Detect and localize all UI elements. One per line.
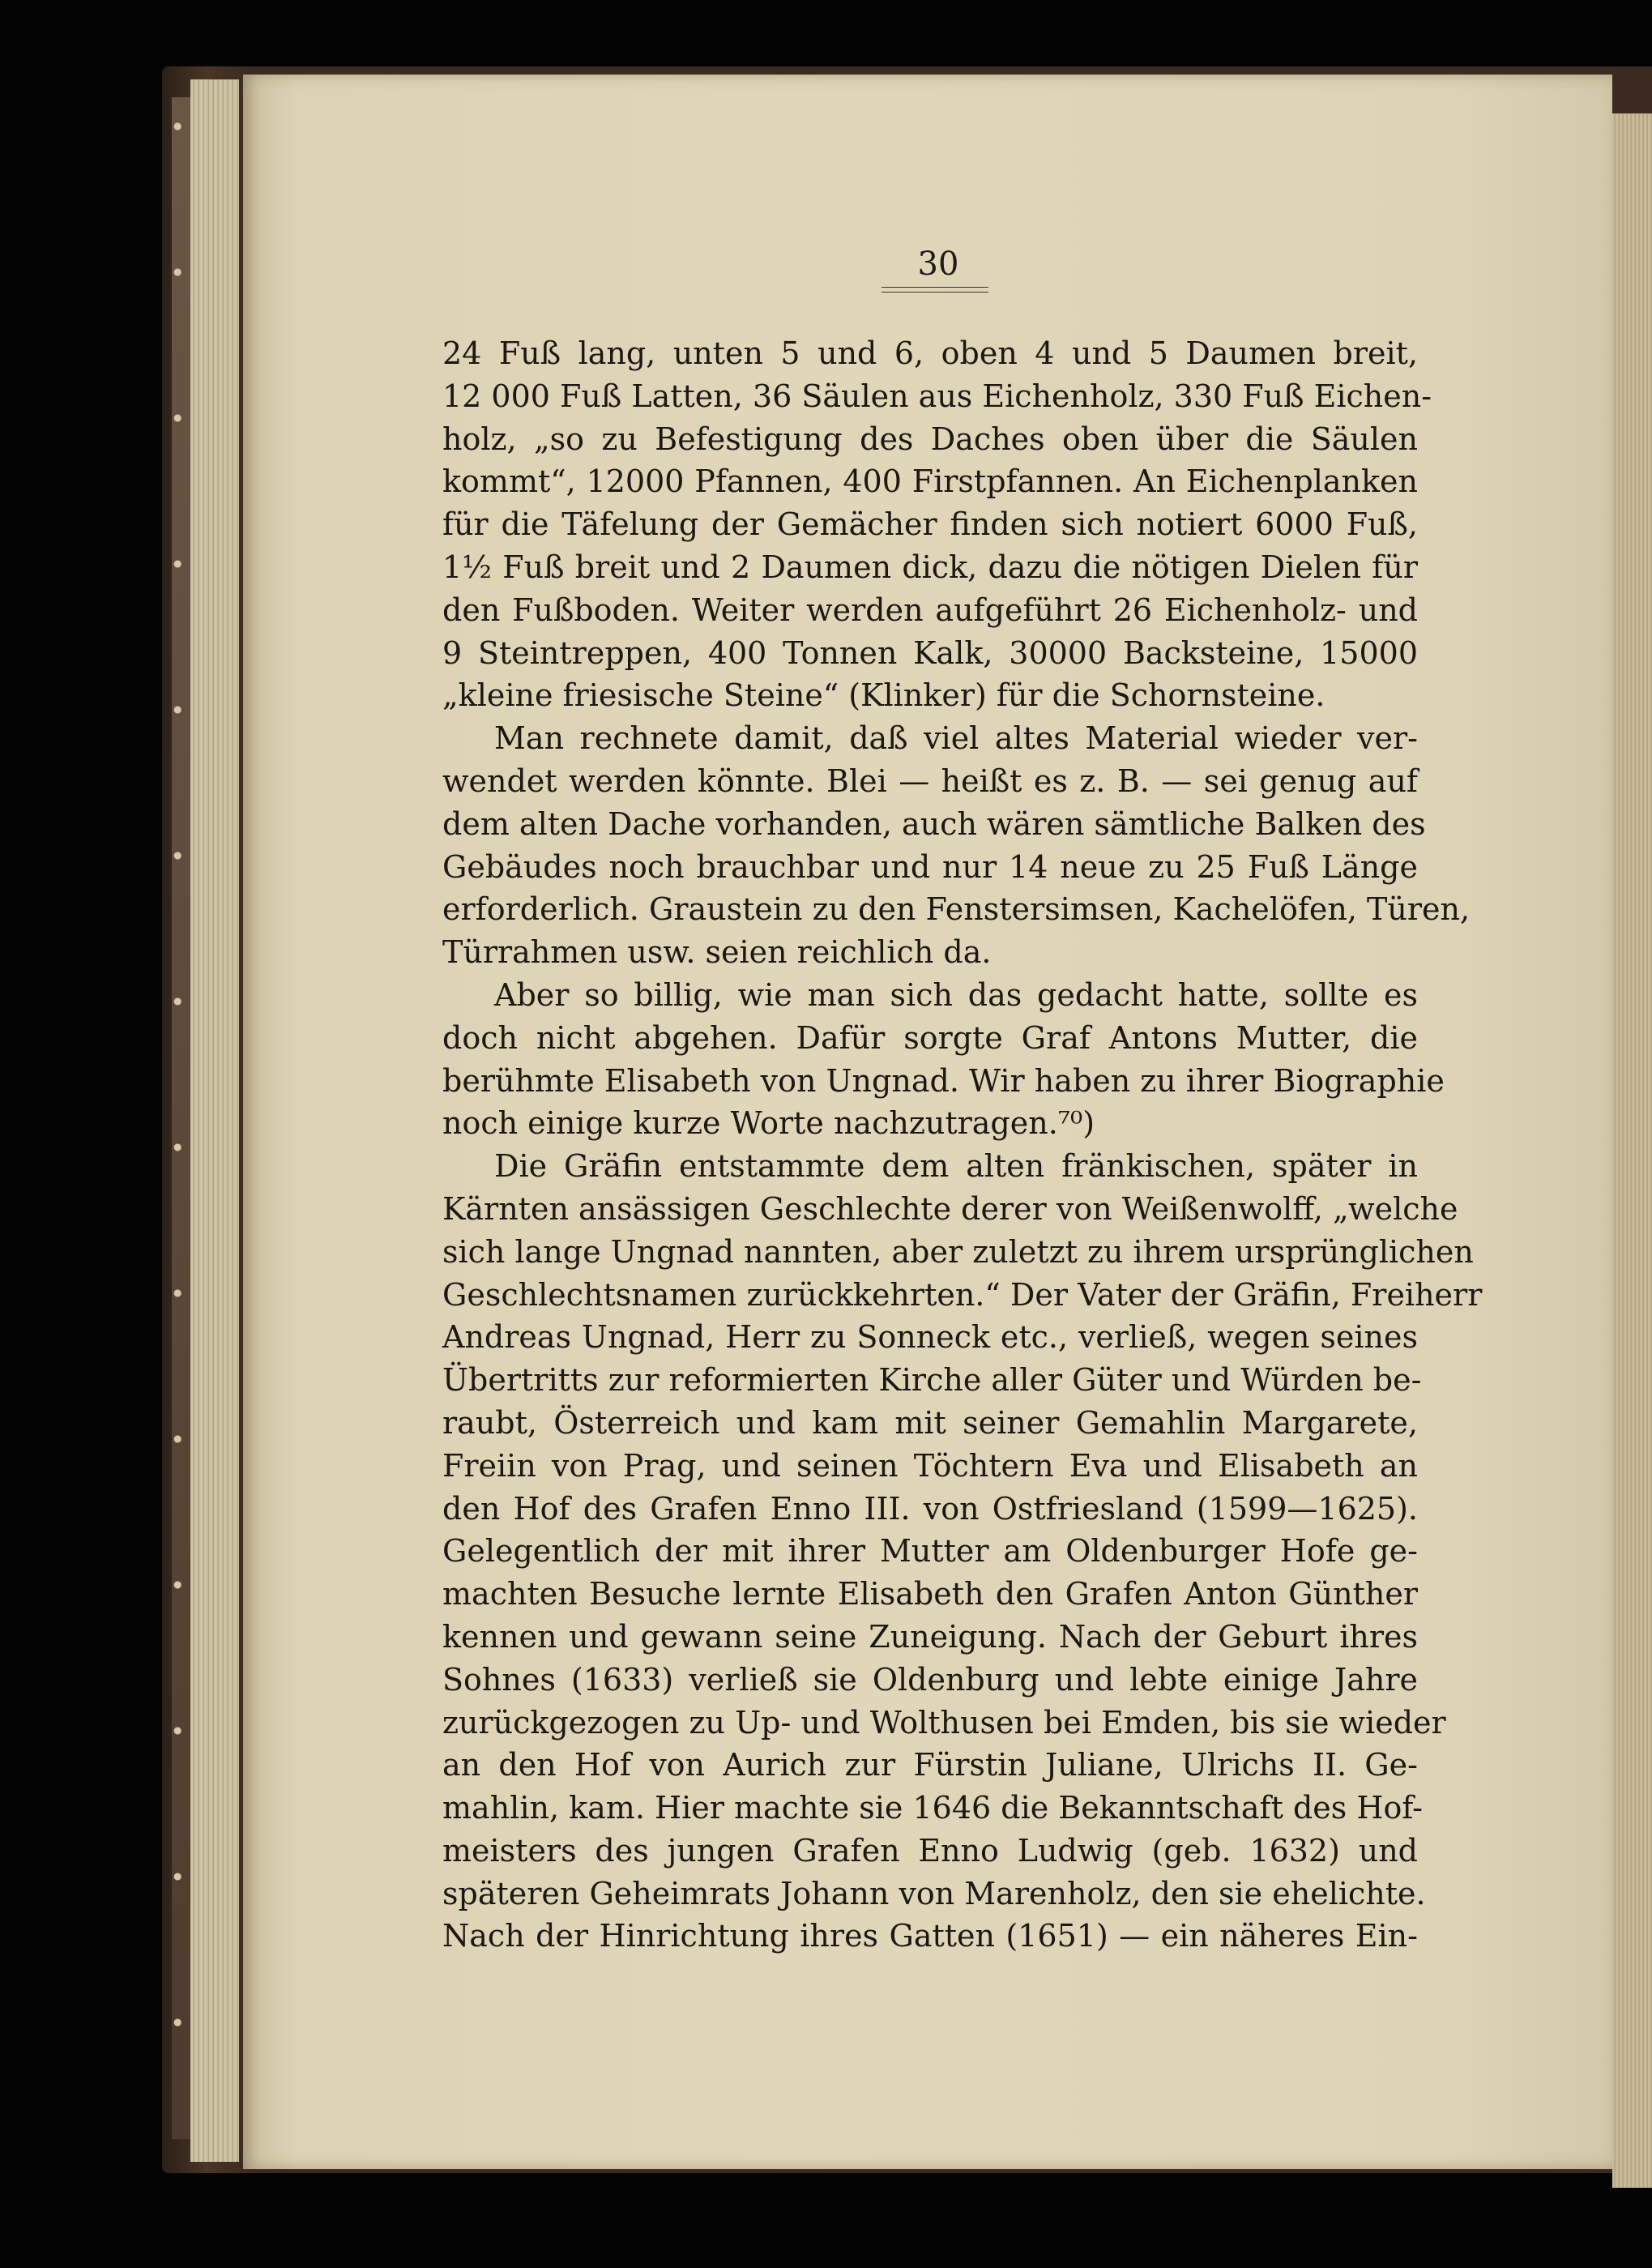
text-line: mahlin, kam. Hier machte sie 1646 die Bekanntschaft des Hof-	[442, 1790, 1423, 1826]
page-stack-right	[1612, 113, 1652, 2188]
text-line: Man rechnete damit, daß viel altes Material wieder ver-	[494, 720, 1418, 757]
body-text	[442, 332, 1483, 1958]
text-line: an den Hof von Aurich zur Fürstin Juliane, Ulrichs II. Ge-	[442, 1747, 1418, 1783]
text-line: den Fußboden. Weiter werden aufgeführt 26 Eichenholz- und	[442, 592, 1418, 628]
text-line: für die Täfelung der Gemächer finden sich notiert 6000 Fuß,	[442, 506, 1418, 543]
text-line: 1½ Fuß breit und 2 Daumen dick, dazu die nötigen Dielen für	[442, 549, 1418, 585]
page-number-rule	[881, 287, 988, 293]
text-line: Gebäudes noch brauchbar und nur 14 neue zu 25 Fuß Länge	[442, 848, 1418, 885]
text-line: den Hof des Grafen Enno III. von Ostfriesland (1599—1625).	[442, 1490, 1418, 1527]
text-line: Freiin von Prag, und seinen Töchtern Eva und Elisabeth an	[442, 1447, 1418, 1484]
text-line: 24 Fuß lang, unten 5 und 6, oben 4 und 5 Daumen breit,	[442, 335, 1418, 371]
text-line: späteren Geheimrats Johann von Marenholz, den sie ehelichte.	[442, 1875, 1426, 1911]
text-line: meisters des jungen Grafen Enno Ludwig (geb. 1632) und	[442, 1832, 1418, 1869]
text-line: berühmte Elisabeth von Ungnad. Wir haben zu ihrer Biographie	[442, 1062, 1445, 1099]
page-stack-left	[190, 79, 239, 2162]
text-line: Türrahmen usw. seien reichlich da.	[442, 934, 992, 971]
text-line: erforderlich. Graustein zu den Fenstersimsen, Kachelöfen, Türen,	[442, 891, 1471, 928]
text-line: noch einige kurze Worte nachzutragen.⁷⁰)	[442, 1105, 1095, 1142]
text-line: zurückgezogen zu Up- und Wolthusen bei Emden, bis sie wieder	[442, 1704, 1446, 1741]
text-line: Gelegentlich der mit ihrer Mutter am Oldenburger Hofe ge-	[442, 1533, 1418, 1570]
text-line: sich lange Ungnad nannten, aber zuletzt zu ihrem ursprünglichen	[442, 1233, 1474, 1270]
text-line: Nach der Hinrichtung ihres Gatten (1651) — ein näheres Ein-	[442, 1918, 1418, 1954]
text-line: doch nicht abgehen. Dafür sorgte Graf Antons Mutter, die	[442, 1019, 1418, 1056]
text-line: wendet werden könnte. Blei — heißt es z. B. — sei genug auf	[442, 762, 1418, 799]
binding-edge	[172, 97, 191, 2139]
text-line: raubt, Österreich und kam mit seiner Gemahlin Margarete,	[442, 1404, 1418, 1441]
text-line: Übertritts zur reformierten Kirche aller Güter und Würden be-	[442, 1362, 1422, 1399]
text-line: Andreas Ungnad, Herr zu Sonneck etc., verließ, wegen seines	[442, 1319, 1418, 1356]
text-line: kennen und gewann seine Zuneigung. Nach der Geburt ihres	[442, 1618, 1418, 1655]
text-line: kommt“, 12000 Pfannen, 400 Firstpfannen. An Eichenplanken	[442, 463, 1418, 500]
text-line: holz, „so zu Befestigung des Daches oben über die Säulen	[442, 421, 1418, 457]
text-line: machten Besuche lernte Elisabeth den Grafen Anton Günther	[442, 1576, 1418, 1612]
text-line: Geschlechtsnamen zurückkehrten.“ Der Vater der Gräfin, Freiherr	[442, 1276, 1483, 1313]
text-line: 12 000 Fuß Latten, 36 Säulen aus Eichenholz, 330 Fuß Eichen-	[442, 378, 1432, 414]
text-line: „kleine friesische Steine“ (Klinker) für die Schornsteine.	[442, 677, 1325, 714]
text-line: dem alten Dache vorhanden, auch wären sämtliche Balken des	[442, 805, 1426, 842]
page-number: 30	[917, 246, 959, 283]
text-line: 9 Steintreppen, 400 Tonnen Kalk, 30000 Backsteine, 15000	[442, 634, 1418, 671]
text-line: Kärnten ansässigen Geschlechte derer von Weißenwolff, „welche	[442, 1190, 1458, 1227]
text-line: Sohnes (1633) verließ sie Oldenburg und lebte einige Jahre	[442, 1661, 1418, 1698]
text-line: Die Gräfin entstammte dem alten fränkischen, später in	[494, 1148, 1418, 1185]
text-line: Aber so billig, wie man sich das gedacht hatte, sollte es	[494, 976, 1418, 1013]
